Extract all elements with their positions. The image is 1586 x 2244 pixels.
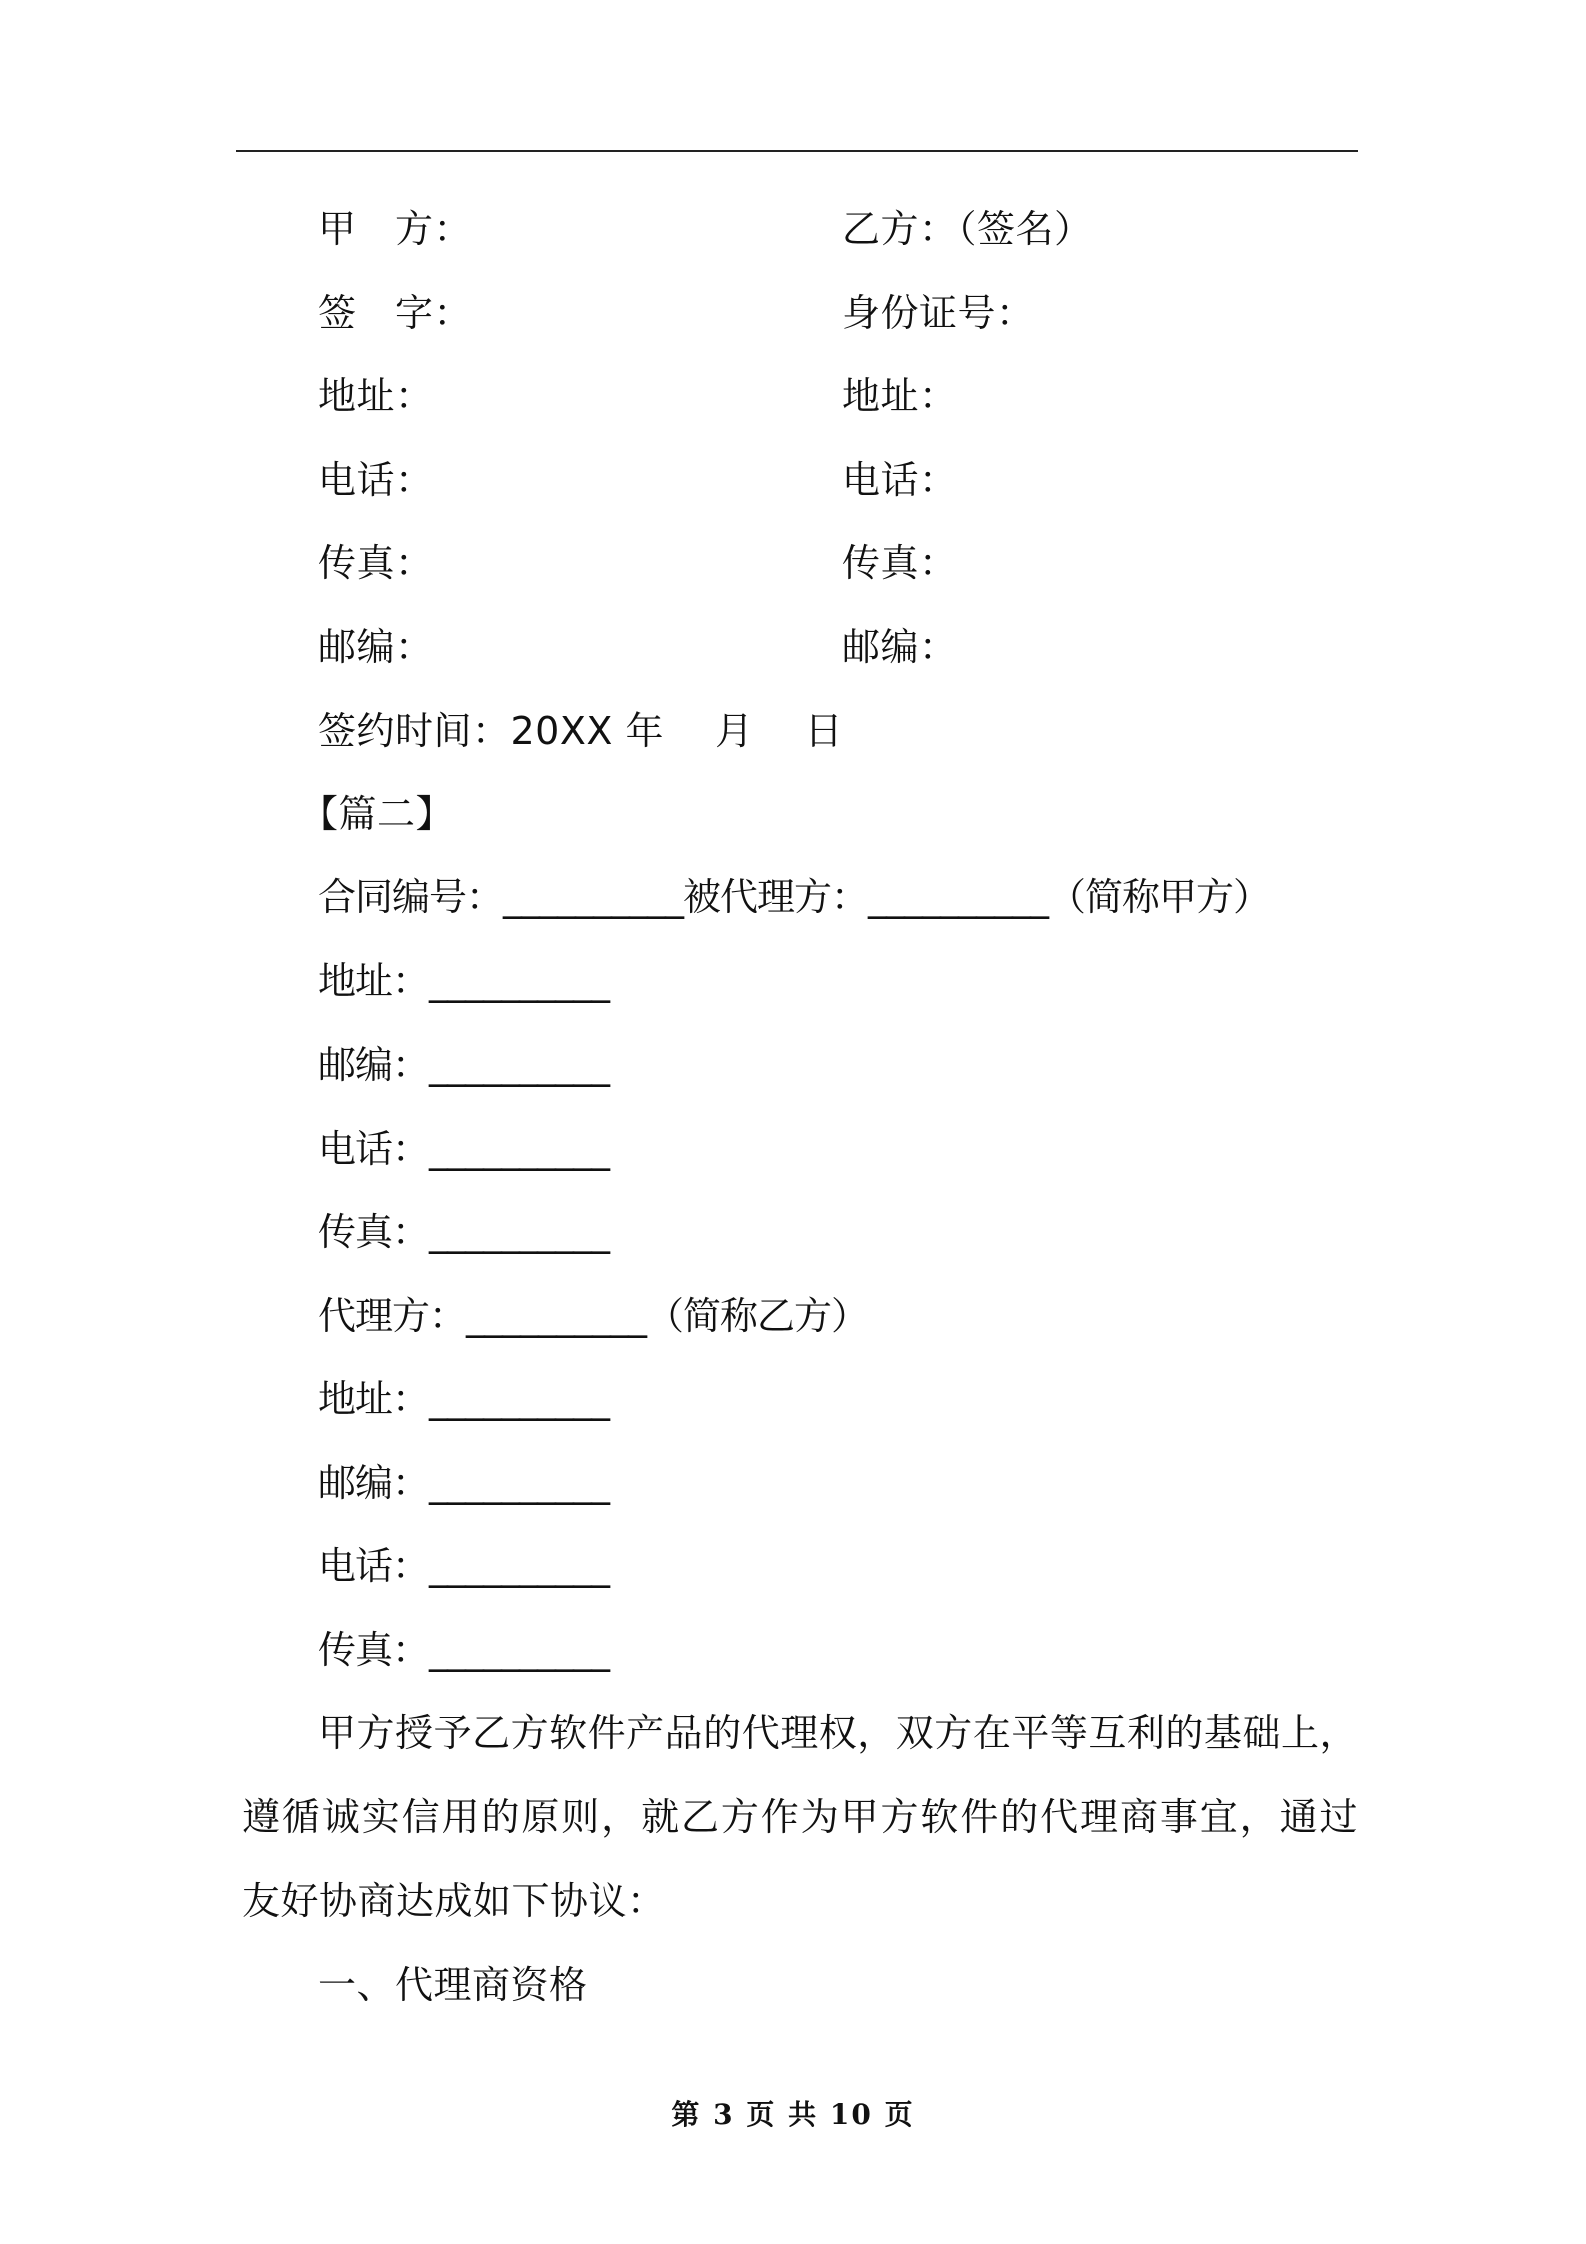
agent-fax-line: 传真：__________	[318, 1628, 610, 1672]
party-b-label: 乙方：（签名）	[842, 207, 1093, 251]
agent-line: 代理方：__________（简称乙方）	[318, 1294, 869, 1338]
principal-address-line: 地址：__________	[318, 959, 610, 1003]
fax-label-right: 传真：	[842, 541, 958, 585]
address-label-right: 地址：	[842, 374, 958, 418]
postcode-label-right: 邮编：	[842, 625, 958, 669]
clause-one-title: 一、代理商资格	[318, 1963, 588, 2007]
id-number-label: 身份证号：	[842, 291, 1035, 335]
postcode-label-left: 邮编：	[318, 625, 434, 669]
principal-fax-line: 传真：__________	[318, 1210, 610, 1254]
intro-paragraph-text: 甲方授予乙方软件产品的代理权，双方在平等互利的基础上，遵循诚实信用的原则，就乙方作为甲方软件的代理商事宜，通过友好协商达成如下协议：	[242, 1711, 1358, 1923]
header-rule	[236, 150, 1358, 152]
agent-address-line: 地址：__________	[318, 1377, 610, 1421]
sign-date-line: 签约时间：20XX 年 月 日	[318, 709, 844, 753]
address-label-left: 地址：	[318, 374, 434, 418]
agent-phone-line: 电话：__________	[318, 1544, 610, 1588]
party-a-label: 甲 方：	[318, 207, 473, 251]
sign-label: 签 字：	[318, 291, 473, 335]
contract-number-line: 合同编号：__________被代理方：__________（简称甲方）	[318, 875, 1271, 919]
principal-postcode-line: 邮编：__________	[318, 1043, 610, 1087]
intro-paragraph	[242, 1691, 1358, 1943]
phone-label-right: 电话：	[842, 458, 958, 502]
phone-label-left: 电话：	[318, 458, 434, 502]
section-heading: 【篇二】	[300, 792, 455, 836]
principal-phone-line: 电话：__________	[318, 1127, 610, 1171]
fax-label-left: 传真：	[318, 541, 434, 585]
page-indicator: 第 3 页 共 10 页	[671, 2098, 915, 2131]
agent-postcode-line: 邮编：__________	[318, 1461, 610, 1505]
